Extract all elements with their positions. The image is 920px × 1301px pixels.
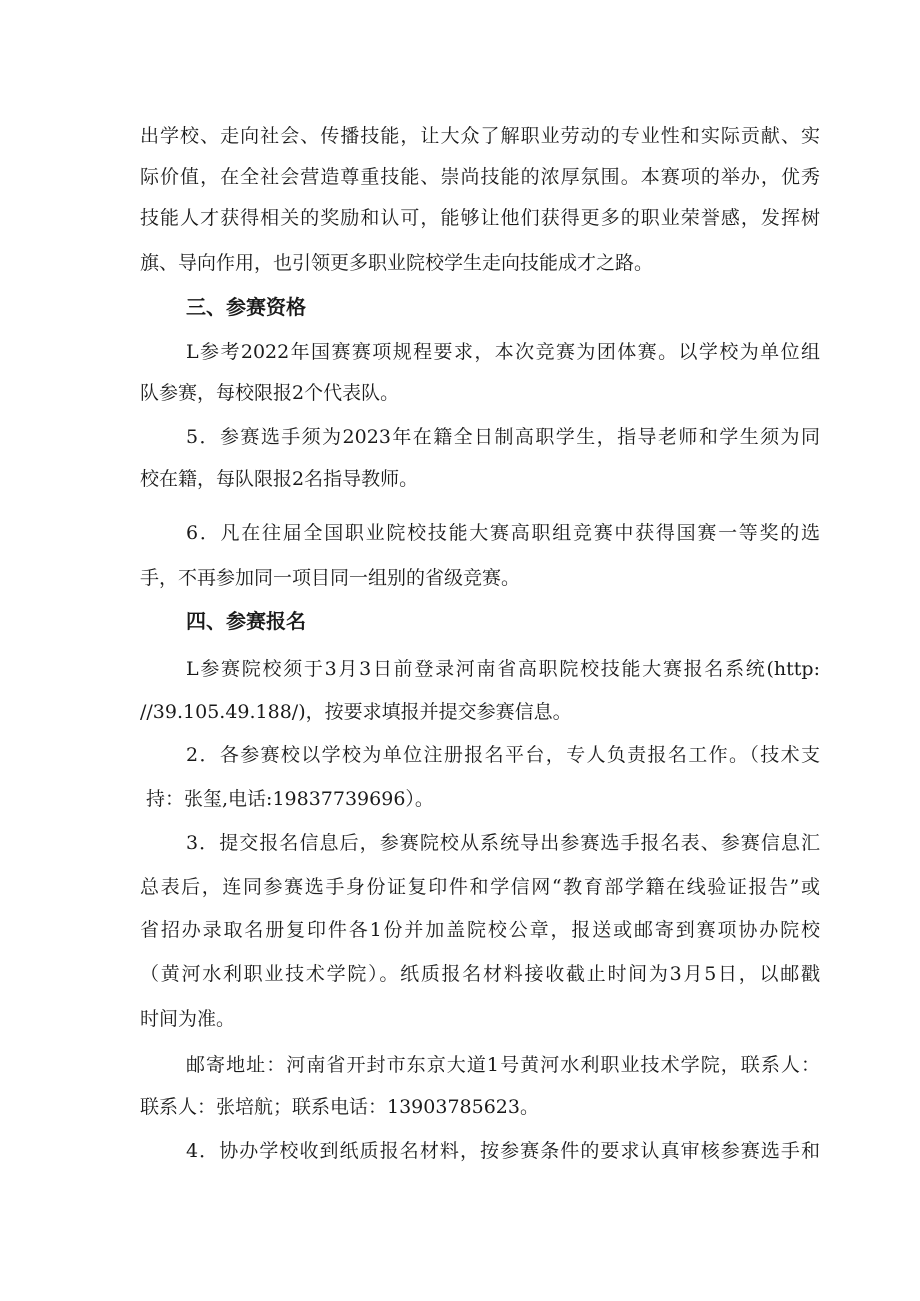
paragraph-line: 手，不再参加同一项目同一组别的省级竞赛。	[140, 567, 521, 589]
paragraph-line: 出学校、走向社会、传播技能，让大众了解职业劳动的专业性和实际贡献、实	[140, 125, 820, 147]
paragraph-line: 旗、导向作用，也引领更多职业院校学生走向技能成才之路。	[140, 252, 654, 274]
paragraph-line: //39.105.49.188/)，按要求填报并提交参赛信息。	[140, 701, 572, 723]
section-heading: 三、参赛资格	[186, 295, 306, 319]
paragraph-line: L参赛院校须于3月3日前登录河南省高职院校技能大赛报名系统(http:	[186, 658, 820, 680]
paragraph-line: 总表后，连同参赛选手身份证复印件和学信网“教育部学籍在线验证报告”或	[140, 876, 820, 898]
paragraph-line: 持：张玺,电话:19837739696）。	[146, 788, 434, 810]
paragraph-line: L参考2022年国赛赛项规程要求，本次竞赛为团体赛。以学校为单位组	[186, 341, 820, 363]
paragraph-line: 技能人才获得相关的奖励和认可，能够让他们获得更多的职业荣誉感，发挥树	[140, 207, 820, 229]
paragraph-line: （黄河水利职业技术学院）。纸质报名材料接收截止时间为3月5日，以邮戳	[140, 963, 820, 985]
paragraph-line: 4．协办学校收到纸质报名材料，按参赛条件的要求认真审核参赛选手和	[186, 1140, 820, 1162]
section-heading: 四、参赛报名	[186, 609, 306, 633]
paragraph-line: 时间为准。	[140, 1008, 236, 1030]
paragraph-line: 邮寄地址：河南省开封市东京大道1号黄河水利职业技术学院，联系人：	[186, 1054, 820, 1076]
paragraph-line: 3．提交报名信息后，参赛院校从系统导出参赛选手报名表、参赛信息汇	[186, 832, 820, 854]
paragraph-line: 5．参赛选手须为2023年在籍全日制高职学生，指导老师和学生须为同	[186, 426, 820, 448]
paragraph-line: 联系人：张培航；联系电话：13903785623。	[140, 1096, 539, 1118]
paragraph-line: 6．凡在往届全国职业院校技能大赛高职组竞赛中获得国赛一等奖的选	[186, 522, 820, 544]
paragraph-line: 校在籍，每队限报2名指导教师。	[140, 468, 419, 490]
paragraph-line: 队参赛，每校限报2个代表队。	[140, 382, 400, 404]
paragraph-line: 2．各参赛校以学校为单位注册报名平台，专人负责报名工作。（技术支	[186, 744, 820, 766]
paragraph-line: 际价值，在全社会营造尊重技能、崇尚技能的浓厚氛围。本赛项的举办，优秀	[140, 166, 820, 188]
paragraph-line: 省招办录取名册复印件各1份并加盖院校公章，报送或邮寄到赛项协办院校	[140, 919, 820, 941]
